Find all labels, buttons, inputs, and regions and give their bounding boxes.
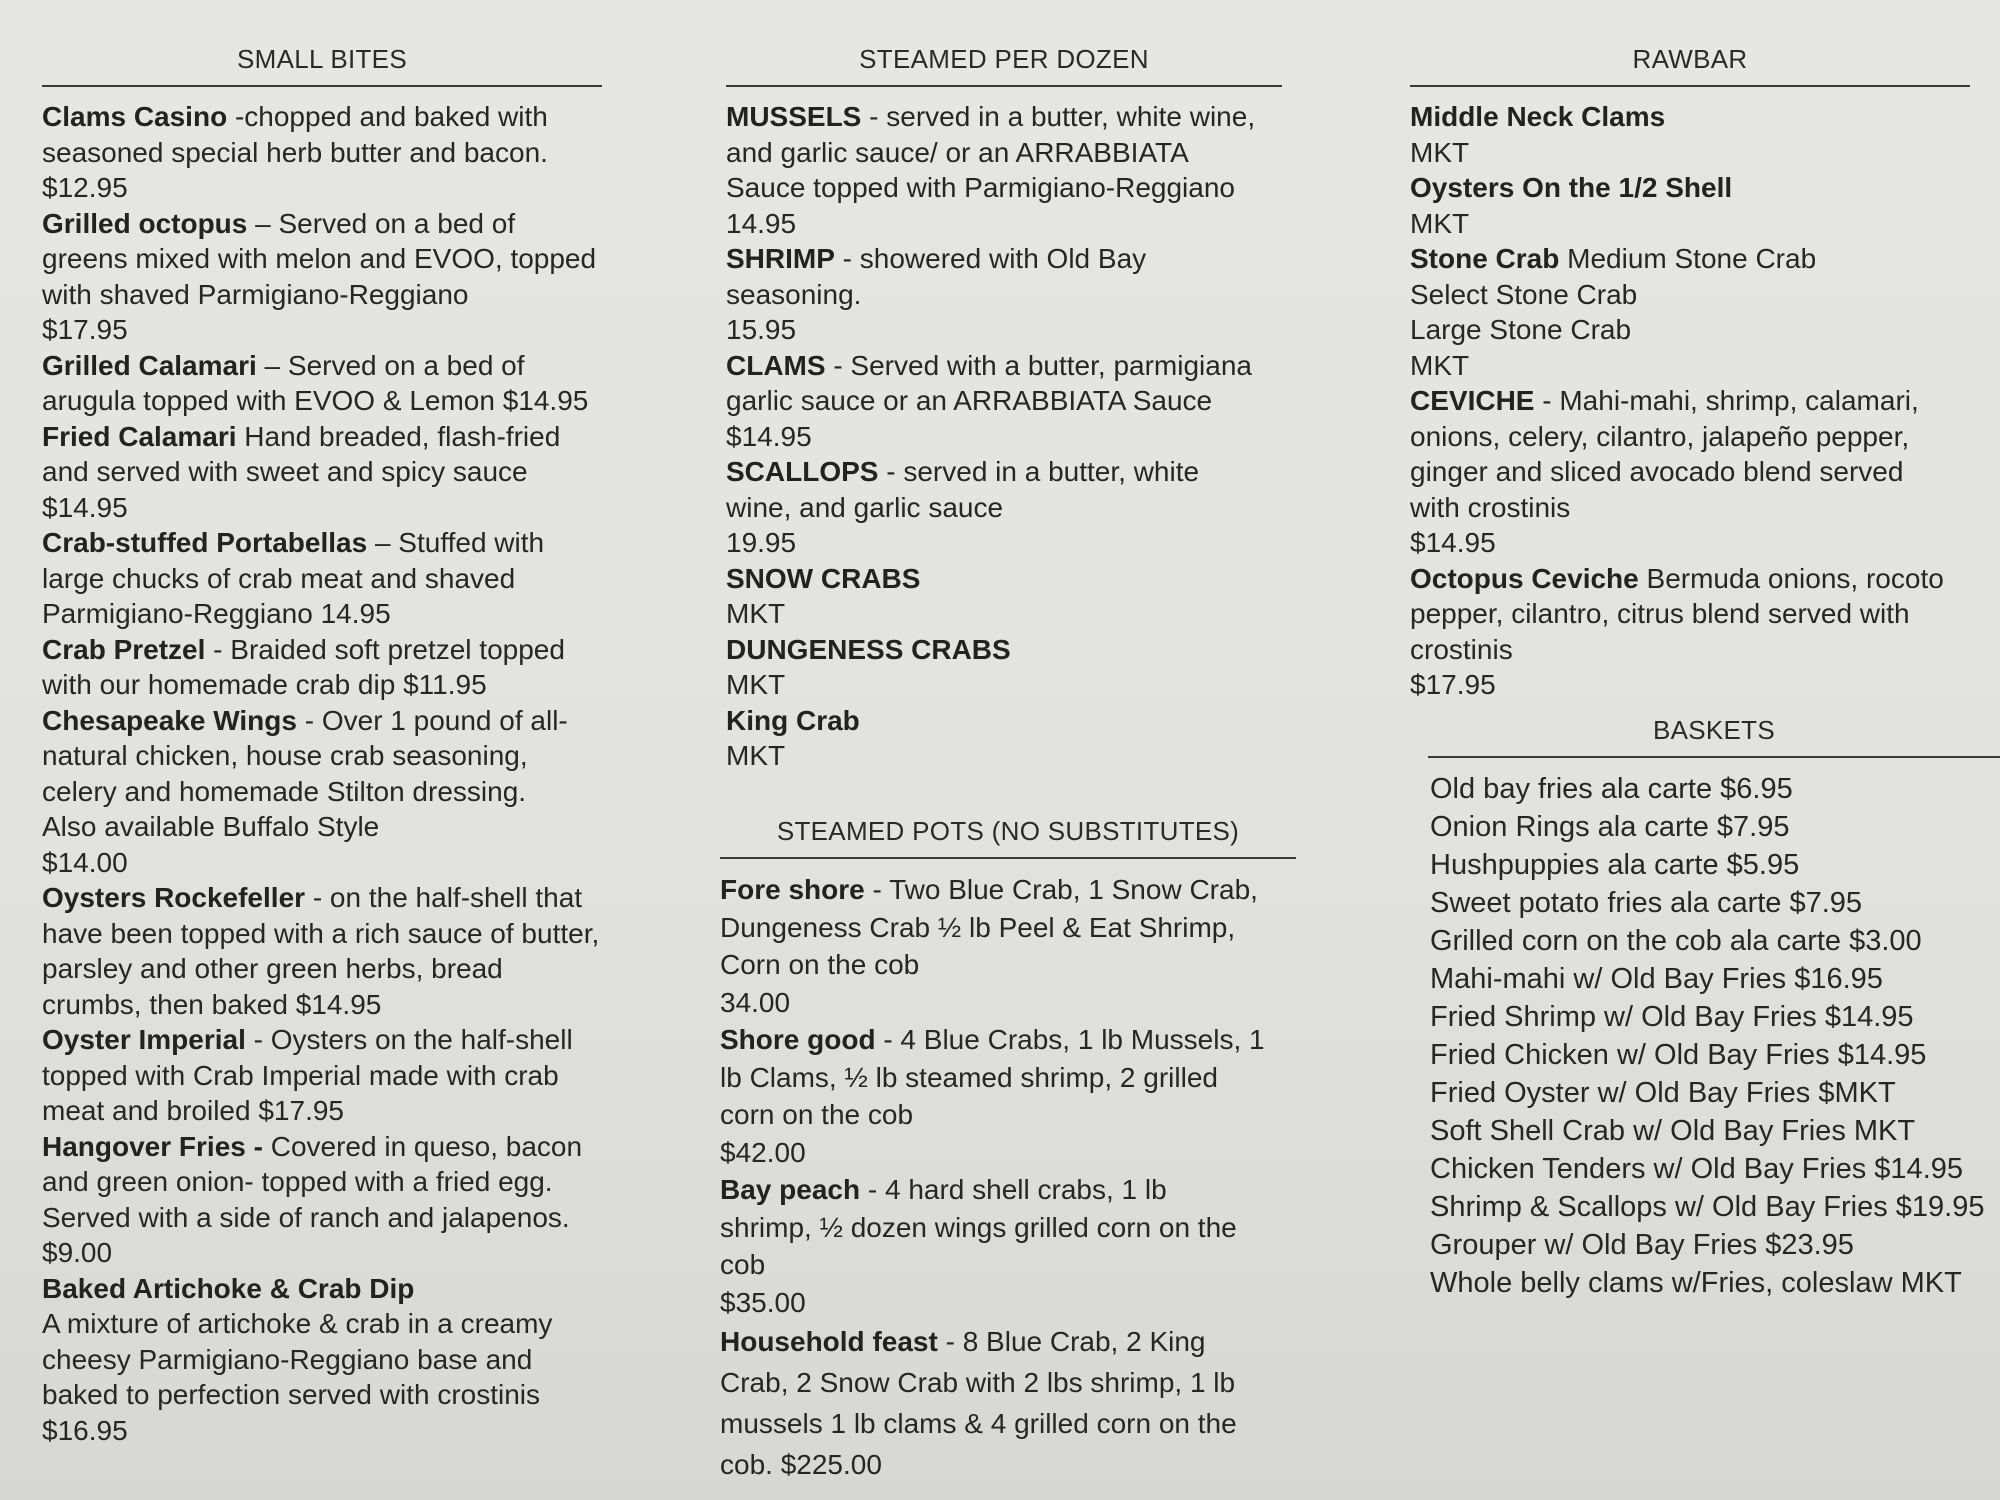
item-price: MKT [1410,349,1470,381]
item-name: Chesapeake Wings [42,704,297,736]
menu-item [42,703,602,881]
item-desc: - Served with a butter, parmigiana garlic sauce or an ARRABBIATA Sauce [726,349,1252,416]
item-price: $14.95 [42,491,128,523]
list-item: Fried Chicken w/ Old Bay Fries $14.95 [1430,1039,1927,1071]
item-price: 34.00 [720,986,791,1018]
item-price: 19.95 [726,527,797,558]
list-item: Fried Shrimp w/ Old Bay Fries $14.95 [1430,1001,1914,1033]
menu-item [720,871,1266,1021]
item-name: MUSSELS [726,101,862,132]
item-desc: Medium Stone Crab [1559,243,1817,274]
item-name: Octopus Ceviche [1410,562,1639,594]
item-price: 15.95 [726,314,797,345]
item-desc: – Served on a bed of arugula topped with EVOO & Lemon $14.95 [42,349,589,416]
item-price: MKT [726,740,786,771]
steamed-dozen-section [722,44,1282,774]
menu-item [42,1129,602,1271]
menu-item [726,561,1262,632]
steamed-pots-section [716,816,1296,1485]
item-price: MKT [1410,207,1470,239]
list-item: Old bay fries ala carte $6.95 [1430,773,1793,805]
item-name: Crab-stuffed Portabellas [42,527,368,558]
item-price: $14.95 [726,420,812,452]
menu-item [42,525,602,632]
menu-item [42,880,602,1022]
item-name: Fore shore [720,874,865,905]
item-price: $14.00 [42,846,128,878]
steamed-pots-header: STEAMED POTS (NO SUBSTITUTES) [720,816,1296,859]
menu-item [726,632,1262,703]
list-item: Sweet potato fries ala carte $7.95 [1430,887,1863,919]
item-desc: - on the half-shell that have been topped with a rich sauce of butter, parsley and other green herbs, bread crumbs, then baked $14.95 [42,882,600,1020]
item-desc: - 4 Blue Crabs, 1 lb Mussels, 1 lb Clams, ½ lb steamed shrimp, 2 grilled corn on the cob [720,1024,1265,1130]
small-bites-header: SMALL BITES [42,44,602,87]
item-name: SHRIMP [726,243,835,274]
item-name: DUNGENESS CRABS [726,633,1011,665]
item-price: $16.95 [42,1414,128,1446]
menu-item [1410,170,1950,241]
menu-item [726,99,1262,241]
item-price: $12.95 [42,172,128,203]
menu-item [42,1022,602,1129]
rawbar-header: RAWBAR [1410,44,1970,87]
item-price: $42.00 [720,1136,806,1168]
rawbar-list [1410,99,1970,703]
menu-item [726,241,1262,348]
item-desc: - Over 1 pound of all-natural chicken, house crab seasoning, celery and homemade Stilton dressing. [42,704,568,807]
item-desc: - Oysters on the half-shell topped with Crab Imperial made with crab meat and broiled $17.95 [42,1024,573,1126]
small-bites-section [22,44,602,1448]
menu-item [1410,99,1950,170]
item-name: Grilled octopus [42,207,248,239]
item-name: Grilled Calamari [42,349,257,381]
item-name: Shore good [720,1024,876,1055]
item-price: $17.95 [1410,669,1496,700]
baskets-list [1428,770,2000,1302]
rawbar-section [1410,44,1970,703]
item-desc: - showered with Old Bay seasoning. [726,243,1147,310]
menu-item [1410,241,1950,383]
menu-item [726,348,1262,455]
menu-item [42,99,602,206]
steamed-dozen-header: STEAMED PER DOZEN [726,44,1282,87]
item-name: Fried Calamari [42,420,237,452]
item-price: $17.95 [42,314,128,345]
item-name: Crab Pretzel [42,633,206,665]
menu-item [42,419,602,526]
small-bites-list [22,99,602,1448]
item-desc: - Two Blue Crab, 1 Snow Crab, Dungeness Crab ½ lb Peel & Eat Shrimp, Corn on the cob [720,874,1258,980]
item-desc: Covered in queso, bacon and green onion- topped with a fried egg. Served with a side of ranch and jalapenos. $9.00 [42,1130,583,1268]
item-desc: - served in a butter, white wine, and garlic sauce/ or an ARRABBIATA Sauce topped with Parmigiano-Reggiano [726,101,1256,203]
menu-item [1410,561,1950,703]
item-name: King Crab [726,704,860,736]
item-name: Baked Artichoke & Crab Dip [42,1272,415,1304]
list-item: Grouper w/ Old Bay Fries $23.95 [1430,1229,1854,1261]
menu-item [42,1271,602,1449]
item-name: Clams Casino [42,101,228,132]
item-desc: – Stuffed with large chucks of crab meat and shaved Parmigiano-Reggiano 14.95 [42,527,545,629]
item-name: Oysters On the 1/2 Shell [1410,172,1733,203]
list-item: Onion Rings ala carte $7.95 [1430,811,1790,843]
item-option: Select Stone Crab [1410,278,1638,310]
item-name: Bay peach [720,1174,861,1205]
item-name: SCALLOPS [726,456,879,487]
menu-item [720,1321,1266,1485]
item-desc: - Braided soft pretzel topped with our homemade crab dip $11.95 [42,633,565,700]
menu-item [720,1171,1266,1321]
item-note: Also available Buffalo Style [42,811,380,842]
item-price: $14.95 [1410,527,1496,558]
list-item: Shrimp & Scallops w/ Old Bay Fries $19.95 [1430,1191,1985,1223]
item-desc: - 4 hard shell crabs, 1 lb shrimp, ½ dozen wings grilled corn on the cob [720,1174,1237,1280]
item-desc: - Mahi-mahi, shrimp, calamari, onions, celery, cilantro, jalapeño pepper, ginger and sliced avocado blend served with crostinis [1410,385,1919,523]
item-name: CLAMS [726,349,826,381]
list-item: Soft Shell Crab w/ Old Bay Fries MKT [1430,1115,1916,1147]
baskets-header: BASKETS [1428,715,2000,758]
baskets-section [1428,715,2000,1302]
item-name: Oyster Imperial [42,1024,246,1055]
item-name: Hangover Fries - [42,1130,263,1162]
menu-item [720,1021,1266,1171]
list-item: Grilled corn on the cob ala carte $3.00 [1430,925,1922,957]
item-option: Large Stone Crab [1410,314,1632,345]
list-item: Whole belly clams w/Fries, coleslaw MKT [1430,1267,1962,1299]
list-item: Chicken Tenders w/ Old Bay Fries $14.95 [1430,1153,1964,1185]
item-name: SNOW CRABS [726,562,921,594]
item-name: Middle Neck Clams [1410,101,1666,132]
menu-item [726,703,1262,774]
item-price: MKT [726,669,786,700]
item-name: Stone Crab [1410,243,1560,274]
item-desc: -chopped and baked with seasoned special herb butter and bacon. [42,101,548,168]
item-price: MKT [726,598,786,629]
steamed-pots-list [716,871,1296,1485]
item-desc: – Served on a bed of greens mixed with melon and EVOO, topped with shaved Parmigiano-Reggiano [42,207,597,310]
item-desc: A mixture of artichoke & crab in a creamy cheesy Parmigiano-Reggiano base and baked to perfection served with crostinis [42,1308,553,1410]
menu-item [42,632,602,703]
list-item: Mahi-mahi w/ Old Bay Fries $16.95 [1430,963,1883,995]
item-desc: - 8 Blue Crab, 2 King Crab, 2 Snow Crab with 2 lbs shrimp, 1 lb mussels 1 lb clams & 4 grilled corn on the cob. $225.00 [720,1326,1237,1480]
steamed-dozen-list [722,99,1282,774]
item-price: 14.95 [726,207,797,239]
item-desc: Bermuda onions, rocoto pepper, cilantro, citrus blend served with crostinis [1410,562,1944,665]
menu-item [42,206,602,348]
menu-item [1410,383,1950,561]
item-desc: Hand breaded, flash-fried and served with sweet and spicy sauce [42,420,561,487]
list-item: Fried Oyster w/ Old Bay Fries $MKT [1430,1077,1896,1109]
item-price: MKT [1410,136,1470,168]
item-desc: - served in a butter, white wine, and garlic sauce [726,456,1200,523]
item-price: $35.00 [720,1286,806,1318]
item-name: Household feast [720,1326,938,1357]
menu-item [726,454,1262,561]
menu-item [42,348,602,419]
item-name: CEVICHE [1410,385,1535,416]
item-name: Oysters Rockefeller [42,882,306,913]
list-item: Hushpuppies ala carte $5.95 [1430,849,1800,881]
